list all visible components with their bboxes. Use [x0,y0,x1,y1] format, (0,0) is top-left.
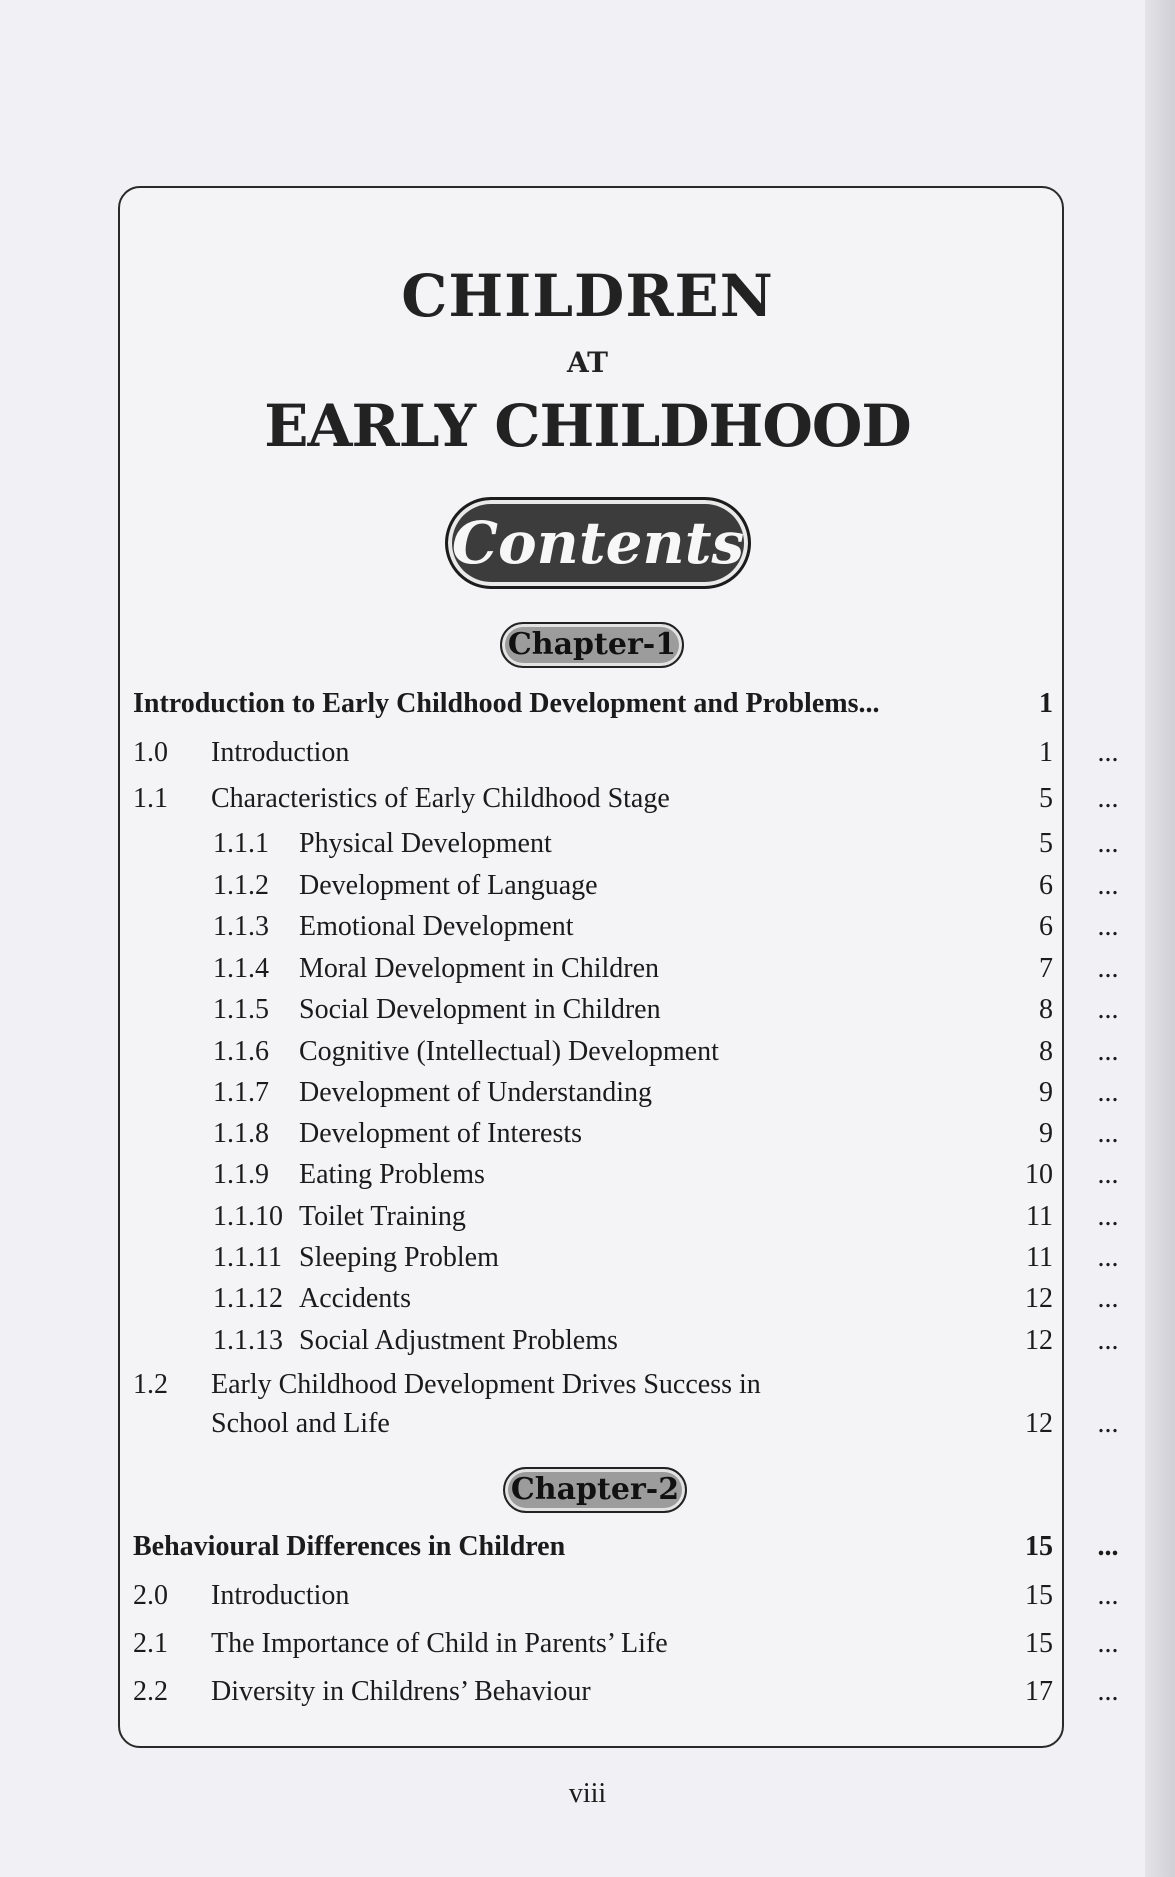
page-number: 9 [1039,1118,1053,1149]
toc-row[interactable] [133,1576,1119,1616]
page-number: 9 [1039,1077,1053,1108]
entry-number: 1.2 [133,1369,168,1400]
chapter-1-badge: Chapter-1 [500,622,684,668]
entry-label: The Importance of Child in Parents’ Life [211,1628,668,1659]
toc-row[interactable] [133,779,1119,819]
toc-row[interactable] [133,1114,1119,1154]
page-number: 1 [1039,688,1053,719]
page-number: 10 [1025,1159,1053,1190]
page-folio: viii [568,1778,607,1809]
page-number: 12 [1025,1408,1053,1439]
entry-number: 1.0 [133,737,168,768]
entry-number: 1.1.12 [213,1283,283,1314]
page-number: 12 [1025,1325,1053,1356]
toc-row[interactable] [133,949,1119,989]
entry-label-continued: School and Life [211,1408,390,1439]
entry-number: 1.1.11 [213,1242,282,1273]
toc-row[interactable] [133,1672,1119,1712]
entry-label: Development of Interests [299,1118,583,1149]
page-number: 15 [1025,1628,1053,1659]
toc-row[interactable] [133,866,1119,906]
page-number: 8 [1039,994,1053,1025]
toc-row[interactable] [133,1073,1119,1113]
page-number: 1 [1039,737,1053,768]
chapter-2-badge: Chapter-2 [503,1467,687,1513]
leader-dots: ... [1097,1283,1119,1314]
leader-dots: ... [1097,1531,1119,1562]
entry-number: 1.1.13 [213,1325,283,1356]
leader-dots: ... [1097,1077,1119,1108]
leader-dots: ... [1097,1408,1119,1439]
toc-row[interactable] [133,1238,1119,1278]
leader-dots: ... [1097,783,1119,814]
entry-number: 1.1.1 [213,828,269,859]
page-number: 15 [1025,1580,1053,1611]
entry-number: 1.1.8 [213,1118,269,1149]
entry-number: 1.1.6 [213,1036,269,1067]
leader-dots: ... [1097,1325,1119,1356]
page-number: 7 [1039,953,1053,984]
entry-label: Accidents [299,1283,411,1314]
leader-dots: ... [1097,1242,1119,1273]
leader-dots: ... [1097,1159,1119,1190]
entry-number: 1.1 [133,783,168,814]
chapter-title: Behavioural Differences in Children [133,1531,566,1562]
page-number: 5 [1039,828,1053,859]
leader-dots: ... [1097,1580,1119,1611]
page-number: 5 [1039,783,1053,814]
entry-label: Development of Understanding [299,1077,653,1108]
toc-row-continued[interactable] [133,1404,1119,1444]
entry-label: Social Adjustment Problems [299,1325,618,1356]
leader-dots: ... [1097,870,1119,901]
leader-dots: ... [1097,953,1119,984]
book-title-line1: CHILDREN [401,262,774,330]
leader-dots: ... [1097,1118,1119,1149]
page-number: 15 [1025,1531,1053,1562]
entry-label: Eating Problems [299,1159,485,1190]
entry-label: Cognitive (Intellectual) Development [299,1036,719,1067]
entry-label: Introduction [211,1580,350,1611]
toc-row[interactable] [133,1624,1119,1664]
entry-label: Social Development in Children [299,994,661,1025]
toc-row[interactable] [133,1321,1119,1361]
chapter-2-title-row[interactable] [133,1527,1119,1567]
leader-dots: ... [1097,994,1119,1025]
toc-row[interactable] [133,1155,1119,1195]
entry-number: 1.1.7 [213,1077,269,1108]
toc-row[interactable] [133,1279,1119,1319]
chapter-title: Introduction to Early Childhood Development and Problems... [133,688,880,719]
book-title-line2: AT [566,346,609,379]
leader-dots: ... [1097,828,1119,859]
entry-number: 1.1.9 [213,1159,269,1190]
entry-label: Diversity in Childrens’ Behaviour [211,1676,591,1707]
toc-row[interactable] [133,1365,1053,1405]
entry-number: 1.1.3 [213,911,269,942]
toc-row[interactable] [133,824,1119,864]
leader-dots: ... [1097,1201,1119,1232]
toc-row[interactable] [133,990,1119,1030]
leader-dots: ... [1097,1036,1119,1067]
entry-label: Toilet Training [299,1201,466,1232]
leader-dots: ... [1097,737,1119,768]
page-number: 8 [1039,1036,1053,1067]
entry-number: 1.1.2 [213,870,269,901]
entry-number: 2.2 [133,1676,168,1707]
page-number: 6 [1039,911,1053,942]
entry-number: 1.1.10 [213,1201,283,1232]
page-number: 6 [1039,870,1053,901]
entry-number: 1.1.4 [213,953,269,984]
entry-number: 2.1 [133,1628,168,1659]
leader-dots: ... [1097,1628,1119,1659]
leader-dots: ... [1097,1676,1119,1707]
chapter-1-title-row[interactable] [133,684,1053,724]
page-number: 11 [1026,1242,1053,1273]
leader-dots: ... [1097,911,1119,942]
entry-label: Early Childhood Development Drives Success in [211,1369,761,1400]
toc-row[interactable] [133,733,1119,773]
contents-heading: Contents [445,497,751,589]
toc-row[interactable] [133,907,1119,947]
entry-label: Sleeping Problem [299,1242,499,1273]
entry-label: Development of Language [299,870,598,901]
toc-row[interactable] [133,1197,1119,1237]
toc-row[interactable] [133,1032,1119,1072]
entry-label: Emotional Development [299,911,574,942]
page-number: 12 [1025,1283,1053,1314]
entry-label: Characteristics of Early Childhood Stage [211,783,670,814]
entry-label: Moral Development in Children [299,953,660,984]
entry-label: Introduction [211,737,350,768]
page-number: 17 [1025,1676,1053,1707]
entry-number: 1.1.5 [213,994,269,1025]
book-title-line3: EARLY CHILDHOOD [264,392,911,460]
entry-number: 2.0 [133,1580,168,1611]
entry-label: Physical Development [299,828,552,859]
page-number: 11 [1026,1201,1053,1232]
